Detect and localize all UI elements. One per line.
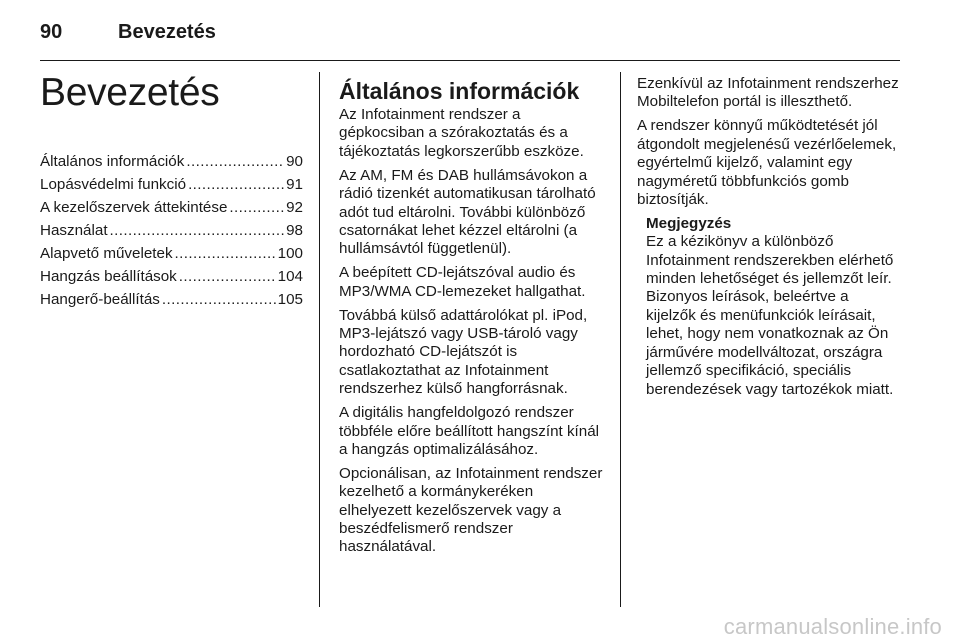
toc-leader-dots [175, 242, 276, 265]
page-number: 90 [40, 21, 63, 43]
toc-entry-page: 100 [277, 245, 303, 262]
toc-leader-dots [186, 150, 284, 173]
section-title: Általános információk [339, 78, 580, 104]
header-section-title: Bevezetés [118, 21, 216, 43]
toc-entry[interactable] [40, 288, 303, 311]
header-divider [40, 60, 900, 61]
body-paragraph: A rendszer könnyű működtetését jól átgondolt megjelenésű vezérlőelemek, egyértelmű kijelző, valamint egy nagyméretű többfunkciós gomb biztosítják. [637, 117, 897, 208]
column-divider [620, 72, 621, 607]
toc-leader-dots [229, 196, 284, 219]
note-box [637, 215, 902, 399]
chapter-title: Bevezetés [40, 71, 220, 114]
body-paragraph: Továbbá külső adattárolókat pl. iPod, MP3-lejátszó vagy USB-tároló vagy hordozható CD-lejátszót is csatlakoztathat az Infotainment rendszerhez külső hangforrásnak. [339, 306, 588, 398]
toc-entry-page: 90 [286, 153, 303, 170]
toc-leader-dots [188, 173, 284, 196]
note-text: Ez a kézikönyv a különböző Infotainment rendszerekben elérhető minden lehetőséget és jellemzőt leír. Bizonyos leírások, beleértve a kijelzők és menüfunkciók leírásait, lehet, hogy nem vonatkoznak az Ön járművére modellváltozat, országra jellemző specifikáció, speciális berendezések vagy tartozékok miatt. [646, 233, 894, 398]
toc-entry-label: Hangzás beállítások [40, 268, 177, 285]
toc-entry[interactable] [40, 150, 303, 173]
toc-entry-page: 98 [286, 222, 303, 239]
toc-entry-page: 104 [277, 268, 303, 285]
body-paragraph: Opcionálisan, az Infotainment rendszer kezelhető a kormánykeréken elhelyezett kezelőszervek vagy a beszédfelismerő rendszer használatával. [339, 464, 603, 556]
table-of-contents [40, 150, 303, 311]
body-paragraph: A beépített CD-lejátszóval audio és MP3/WMA CD-lemezeket hallgathat. [339, 264, 586, 300]
toc-entry-label: Használat [40, 222, 108, 239]
toc-leader-dots [162, 288, 276, 311]
toc-entry-label: Lopásvédelmi funkció [40, 176, 187, 193]
page-header [40, 16, 900, 48]
toc-entry[interactable] [40, 219, 303, 242]
body-paragraph: Ezenkívül az Infotainment rendszerhez Mobiltelefon portál is illeszthető. [637, 75, 899, 111]
body-paragraph: A digitális hangfeldolgozó rendszer többféle előre beállított hangszínt kínál a hangzás optimalizálásához. [339, 404, 600, 458]
toc-entry-label: A kezelőszervek áttekintése [40, 199, 228, 216]
note-title: Megjegyzés [646, 214, 732, 232]
toc-leader-dots [110, 219, 285, 242]
section-column [339, 72, 609, 562]
continuation-column [637, 72, 902, 399]
toc-entry-page: 92 [286, 199, 303, 216]
toc-entry[interactable] [40, 196, 303, 219]
toc-entry-label: Hangerő-beállítás [40, 291, 160, 308]
toc-entry[interactable] [40, 265, 303, 288]
toc-entry-page: 105 [277, 291, 303, 308]
toc-entry[interactable] [40, 173, 303, 196]
toc-entry-label: Általános információk [40, 153, 185, 170]
body-paragraph: Az AM, FM és DAB hullámsávokon a rádió tizenkét automatikusan tárolható adót tud eltárolni. További különböző csatornákat lehet kézzel eltárolni (a hullámsávtól függetlenül). [339, 166, 596, 258]
toc-entry-label: Alapvető műveletek [40, 245, 173, 262]
toc-entry-page: 91 [286, 176, 303, 193]
watermark: carmanualsonline.info [723, 614, 942, 639]
body-paragraph: Az Infotainment rendszer a gépkocsiban a szórakoztatás és a tájékoztatás legkorszerűbb eszköze. [339, 106, 584, 160]
toc-entry[interactable] [40, 242, 303, 265]
column-divider [319, 72, 320, 607]
toc-leader-dots [179, 265, 276, 288]
